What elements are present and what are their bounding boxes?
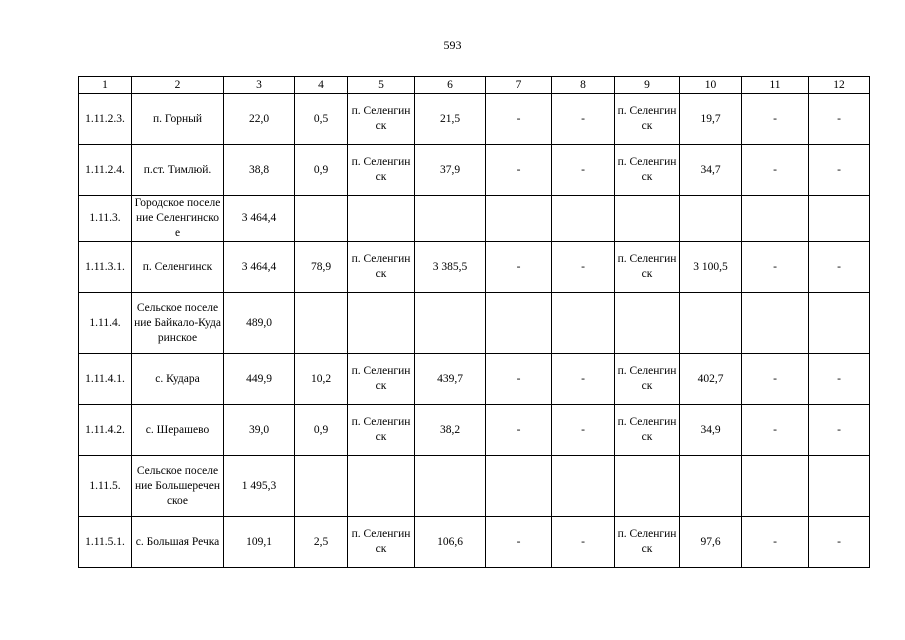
table-cell-col-3: 39,0 [224,405,295,456]
table-cell-col-9: п. Селенгинск [615,405,680,456]
table-cell-col-3: 1 495,3 [224,456,295,517]
table-cell-col-8: - [552,517,615,568]
table-cell-col-5: п. Селенгинск [348,517,415,568]
table-cell-col-12 [809,196,870,242]
table-cell-col-4: 0,9 [295,145,348,196]
column-header-9: 9 [615,77,680,94]
table-cell-col-11: - [742,517,809,568]
table-cell-col-10: 19,7 [680,94,742,145]
table-cell-col-12: - [809,354,870,405]
table-cell-col-2: п.ст. Тимлюй. [132,145,224,196]
table-cell-col-6: 439,7 [415,354,486,405]
table-cell-col-3: 449,9 [224,354,295,405]
column-header-5: 5 [348,77,415,94]
table-cell-col-5: п. Селенгинск [348,405,415,456]
table-cell-col-2: с. Большая Речка [132,517,224,568]
column-header-3: 3 [224,77,295,94]
table-cell-col-12 [809,456,870,517]
table-row [79,517,870,568]
table-cell-col-8: - [552,405,615,456]
table-body [79,94,870,568]
table-row [79,293,870,354]
table-cell-col-5: п. Селенгинск [348,242,415,293]
table-cell-col-2: с. Кудара [132,354,224,405]
table-cell-col-10: 3 100,5 [680,242,742,293]
table-row [79,94,870,145]
table-cell-col-4: 78,9 [295,242,348,293]
table-cell-col-3: 489,0 [224,293,295,354]
table-cell-col-5 [348,293,415,354]
table-cell-col-10 [680,196,742,242]
table-row [79,456,870,517]
data-table [78,76,870,568]
table-cell-col-7: - [486,145,552,196]
table-cell-col-6: 21,5 [415,94,486,145]
table-cell-col-10 [680,293,742,354]
table-cell-col-1: 1.11.5.1. [79,517,132,568]
table-cell-col-7 [486,293,552,354]
table-cell-col-3: 22,0 [224,94,295,145]
table-cell-col-1: 1.11.4.2. [79,405,132,456]
column-header-10: 10 [680,77,742,94]
table-cell-col-1: 1.11.2.4. [79,145,132,196]
table-cell-col-8: - [552,145,615,196]
table-row [79,196,870,242]
table-cell-col-11: - [742,405,809,456]
table-cell-col-1: 1.11.4.1. [79,354,132,405]
table-cell-col-9: п. Селенгинск [615,242,680,293]
table-cell-col-4: 0,9 [295,405,348,456]
page-number: 593 [443,38,462,52]
table-cell-col-12: - [809,145,870,196]
table-cell-col-6: 37,9 [415,145,486,196]
table-cell-col-9: п. Селенгинск [615,354,680,405]
table-cell-col-6: 106,6 [415,517,486,568]
table-cell-col-11: - [742,242,809,293]
table-cell-col-11 [742,196,809,242]
table-cell-col-4: 10,2 [295,354,348,405]
table-cell-col-3: 3 464,4 [224,242,295,293]
table-cell-col-8: - [552,94,615,145]
table-cell-col-1: 1.11.2.3. [79,94,132,145]
table-cell-col-6: 3 385,5 [415,242,486,293]
table-cell-col-7: - [486,242,552,293]
column-header-6: 6 [415,77,486,94]
table-cell-col-9: п. Селенгинск [615,94,680,145]
table-cell-col-9 [615,293,680,354]
table-cell-col-9: п. Селенгинск [615,517,680,568]
table-cell-col-7: - [486,517,552,568]
table-cell-col-5 [348,196,415,242]
table-cell-col-2: п. Селенгинск [132,242,224,293]
table-cell-col-10: 402,7 [680,354,742,405]
table-cell-col-5: п. Селенгинск [348,354,415,405]
table-cell-col-9 [615,456,680,517]
table-row [79,242,870,293]
table-cell-col-12 [809,293,870,354]
table-cell-col-6 [415,293,486,354]
table-cell-col-8 [552,293,615,354]
table-cell-col-8: - [552,242,615,293]
table-cell-col-3: 3 464,4 [224,196,295,242]
table-cell-col-12: - [809,242,870,293]
table-cell-col-7 [486,456,552,517]
table-cell-col-8: - [552,354,615,405]
table-cell-col-6: 38,2 [415,405,486,456]
table-cell-col-4 [295,456,348,517]
table-cell-col-2: п. Горный [132,94,224,145]
table-cell-col-4: 2,5 [295,517,348,568]
column-header-8: 8 [552,77,615,94]
table-cell-col-9: п. Селенгинск [615,145,680,196]
table-row [79,354,870,405]
column-header-1: 1 [79,77,132,94]
table-cell-col-1: 1.11.3.1. [79,242,132,293]
table-cell-col-1: 1.11.5. [79,456,132,517]
table-cell-col-5: п. Селенгинск [348,94,415,145]
table-cell-col-6 [415,196,486,242]
header-row [79,77,870,94]
table-cell-col-3: 109,1 [224,517,295,568]
column-header-12: 12 [809,77,870,94]
table-cell-col-2: Сельское поселение Большереченское [132,456,224,517]
column-header-7: 7 [486,77,552,94]
table-cell-col-11 [742,456,809,517]
table-cell-col-12: - [809,517,870,568]
table-cell-col-7: - [486,405,552,456]
table-cell-col-11: - [742,354,809,405]
table-row [79,405,870,456]
table-cell-col-11: - [742,145,809,196]
column-header-4: 4 [295,77,348,94]
table-cell-col-4 [295,293,348,354]
table-cell-col-11 [742,293,809,354]
table-cell-col-7: - [486,94,552,145]
table-cell-col-5 [348,456,415,517]
table-cell-col-12: - [809,405,870,456]
table-cell-col-2: с. Шерашево [132,405,224,456]
table-cell-col-8 [552,456,615,517]
table-cell-col-2: Сельское поселение Байкало-Кударинское [132,293,224,354]
table-cell-col-10: 34,9 [680,405,742,456]
table-cell-col-10 [680,456,742,517]
table-cell-col-11: - [742,94,809,145]
table-cell-col-7: - [486,354,552,405]
column-header-2: 2 [132,77,224,94]
table-cell-col-12: - [809,94,870,145]
table-cell-col-10: 34,7 [680,145,742,196]
column-header-11: 11 [742,77,809,94]
table-cell-col-9 [615,196,680,242]
table-cell-col-1: 1.11.4. [79,293,132,354]
table-cell-col-7 [486,196,552,242]
table-cell-col-2: Городское поселение Селенгинское [132,196,224,242]
table-cell-col-6 [415,456,486,517]
table-cell-col-1: 1.11.3. [79,196,132,242]
table-cell-col-10: 97,6 [680,517,742,568]
table-row [79,145,870,196]
table-cell-col-4: 0,5 [295,94,348,145]
table-cell-col-8 [552,196,615,242]
table-cell-col-3: 38,8 [224,145,295,196]
table-cell-col-5: п. Селенгинск [348,145,415,196]
table-cell-col-4 [295,196,348,242]
